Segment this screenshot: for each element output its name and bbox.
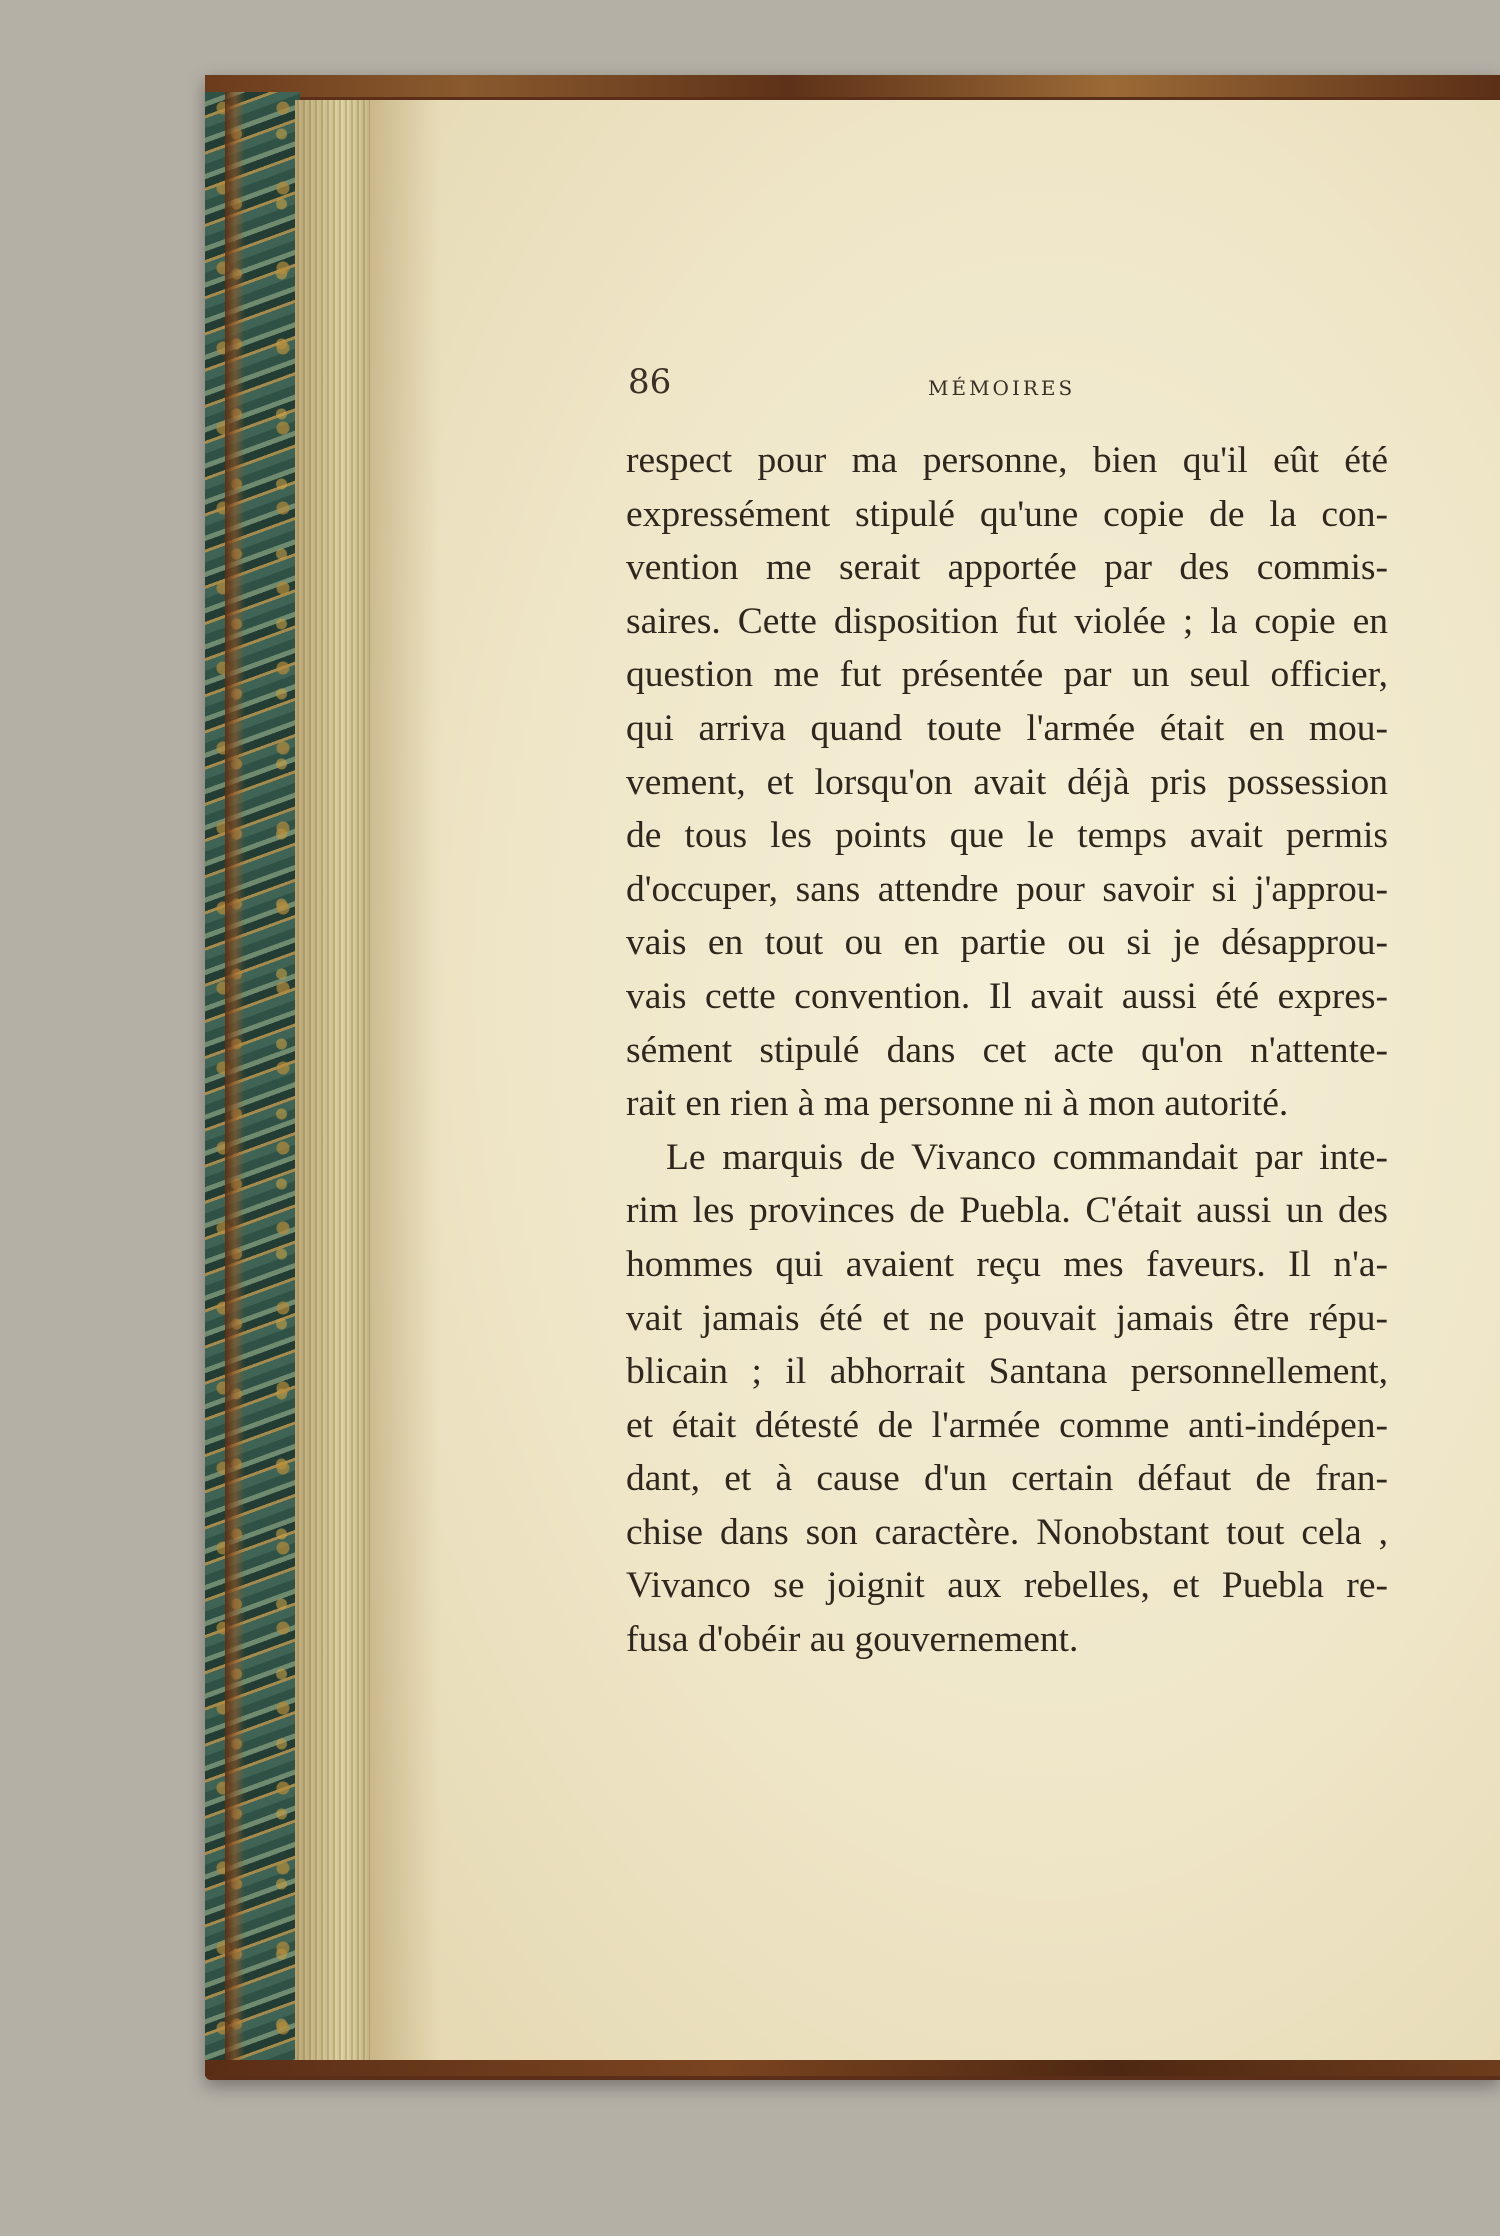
- text-line: expressément stipulé qu'une copie de la con-: [626, 493, 1388, 535]
- text-line: chise dans son caractère. Nonobstant tout cela ,: [626, 1511, 1388, 1553]
- paragraph-start-line: Le marquis de Vivanco commandait par inte-: [666, 1136, 1388, 1178]
- text-line: et était détesté de l'armée comme anti-indépen-: [626, 1404, 1388, 1446]
- page-block-edges: [295, 100, 375, 2065]
- page-gutter-shadow: [370, 100, 440, 2065]
- spine-binding-edge: [225, 92, 245, 2072]
- body-text: [626, 434, 1388, 1667]
- running-head: [628, 362, 1386, 412]
- text-line: rait en rien à ma personne ni à mon autorité.: [626, 1083, 1289, 1125]
- text-line: dant, et à cause d'un certain défaut de fran-: [626, 1458, 1388, 1500]
- text-line: vement, et lorsqu'on avait déjà pris possession: [626, 761, 1388, 803]
- text-line: Vivanco se joignit aux rebelles, et Puebla re-: [626, 1565, 1388, 1607]
- text-line: hommes qui avaient reçu mes faveurs. Il n'a-: [626, 1243, 1388, 1285]
- text-line: sément stipulé dans cet acte qu'on n'attente-: [626, 1029, 1388, 1071]
- text-line: vais en tout ou en partie ou si je désapprou-: [626, 922, 1388, 964]
- text-line: rim les provinces de Puebla. C'était aussi un des: [626, 1190, 1388, 1232]
- running-title: MÉMOIRES: [928, 376, 1076, 400]
- book-bottom-edge: [205, 2060, 1500, 2076]
- text-line: respect pour ma personne, bien qu'il eût été: [626, 440, 1388, 481]
- text-line: fusa d'obéir au gouvernement.: [626, 1619, 1079, 1661]
- text-line: question me fut présentée par un seul officier,: [626, 654, 1388, 696]
- book-top-edge: [205, 75, 1500, 97]
- page-number: 86: [628, 362, 672, 402]
- text-line: saires. Cette disposition fut violée ; la copie en: [626, 600, 1388, 642]
- text-line: vait jamais été et ne pouvait jamais être répu-: [626, 1297, 1388, 1339]
- text-line: qui arriva quand toute l'armée était en mou-: [626, 707, 1388, 749]
- text-line: vention me serait apportée par des commis-: [626, 547, 1388, 589]
- text-line: de tous les points que le temps avait permis: [626, 815, 1388, 857]
- text-line: blicain ; il abhorrait Santana personnellement,: [626, 1351, 1388, 1393]
- marbled-spine: [205, 92, 300, 2072]
- text-line: vais cette convention. Il avait aussi été expres-: [626, 975, 1388, 1017]
- text-line: d'occuper, sans attendre pour savoir si j'approu-: [626, 868, 1388, 910]
